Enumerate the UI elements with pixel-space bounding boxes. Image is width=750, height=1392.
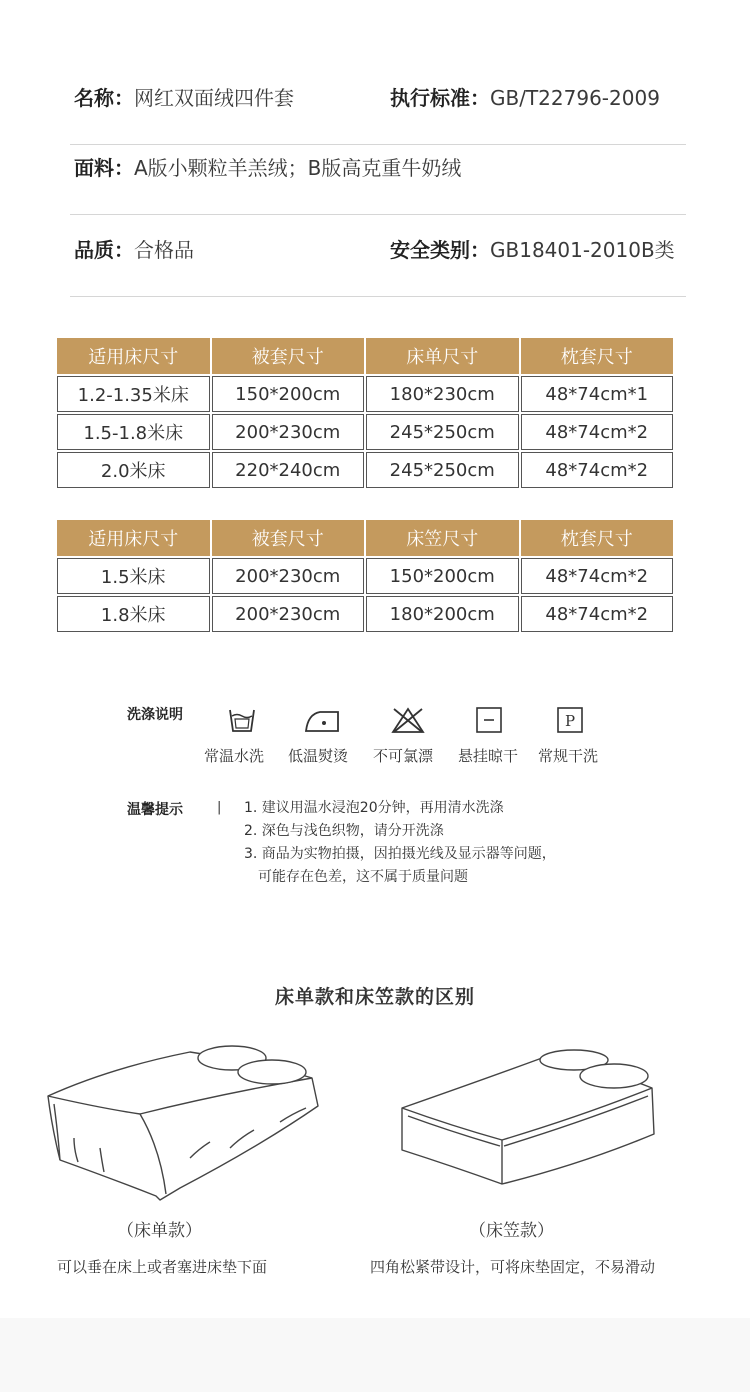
table-cell: 48*74cm*2 bbox=[521, 452, 674, 488]
table-cell: 200*230cm bbox=[212, 596, 365, 632]
product-name bbox=[74, 82, 294, 111]
table-cell: 48*74cm*2 bbox=[521, 558, 674, 594]
product-fabric bbox=[74, 152, 461, 181]
info-row-3 bbox=[70, 214, 686, 297]
fabric-label: 面料： bbox=[74, 156, 134, 180]
table-cell: 2.0米床 bbox=[57, 452, 210, 488]
table-header: 被套尺寸 bbox=[212, 338, 365, 374]
tips-title: 温馨提示 bbox=[127, 802, 183, 818]
wash-title: 洗涤说明 bbox=[127, 707, 183, 723]
table-header: 枕套尺寸 bbox=[521, 520, 674, 556]
no-bleach-icon bbox=[391, 706, 425, 734]
table-header-row bbox=[57, 338, 673, 374]
table-header: 床笠尺寸 bbox=[366, 520, 519, 556]
tip-line: 可能存在色差，这不属于质量问题 bbox=[258, 869, 468, 885]
safety-label: 安全类别： bbox=[390, 238, 490, 262]
dry-clean-letter: P bbox=[564, 712, 576, 730]
info-row-2 bbox=[70, 132, 686, 215]
table-header: 被套尺寸 bbox=[212, 520, 365, 556]
table-cell: 1.2-1.35米床 bbox=[57, 376, 210, 412]
wash-label: 低温熨烫 bbox=[288, 747, 349, 765]
table-row bbox=[57, 414, 673, 450]
size-table-fitted bbox=[55, 518, 675, 634]
table-cell: 180*200cm bbox=[366, 596, 519, 632]
table-header: 床单尺寸 bbox=[366, 338, 519, 374]
table-cell: 150*200cm bbox=[366, 558, 519, 594]
table-cell: 200*230cm bbox=[212, 414, 365, 450]
name-label: 名称： bbox=[74, 86, 134, 110]
standard-label: 执行标准： bbox=[390, 86, 490, 110]
product-quality bbox=[74, 234, 194, 263]
table-row bbox=[57, 596, 673, 632]
table-cell: 1.5米床 bbox=[57, 558, 210, 594]
table-cell: 245*250cm bbox=[366, 452, 519, 488]
wash-label: 常规干洗 bbox=[538, 747, 599, 765]
table-header-row bbox=[57, 520, 673, 556]
table-cell: 150*200cm bbox=[212, 376, 365, 412]
line-dry-icon bbox=[475, 706, 503, 734]
table-cell: 245*250cm bbox=[366, 414, 519, 450]
wash-label: 悬挂晾干 bbox=[458, 747, 519, 765]
tips-divider: | bbox=[217, 800, 222, 815]
sheet-description: 可以垂在床上或者塞进床垫下面 bbox=[57, 1258, 268, 1276]
table-header: 枕套尺寸 bbox=[521, 338, 674, 374]
quality-value: 合格品 bbox=[134, 238, 194, 262]
tip-line: 3. 商品为实物拍摄，因拍摄光线及显示器等问题， bbox=[244, 846, 556, 862]
size-table-sheet bbox=[55, 336, 675, 490]
table-header: 适用床尺寸 bbox=[57, 338, 210, 374]
iron-low-icon bbox=[302, 706, 342, 734]
tip-line: 2. 深色与浅色织物，请分开洗涤 bbox=[244, 823, 444, 839]
table-cell: 180*230cm bbox=[366, 376, 519, 412]
product-safety bbox=[390, 234, 675, 263]
table-cell: 200*230cm bbox=[212, 558, 365, 594]
table-cell: 220*240cm bbox=[212, 452, 365, 488]
table-row bbox=[57, 558, 673, 594]
wash-label: 常温水洗 bbox=[204, 747, 265, 765]
dry-clean-icon bbox=[556, 706, 584, 734]
table-row bbox=[57, 452, 673, 488]
sheet-caption: （床单款） bbox=[117, 1221, 202, 1241]
compare-title: 床单款和床笠款的区别 bbox=[274, 986, 475, 1008]
tip-line: 1. 建议用温水浸泡20分钟，再用清水洗涤 bbox=[244, 800, 504, 816]
table-cell: 48*74cm*2 bbox=[521, 414, 674, 450]
table-cell: 48*74cm*1 bbox=[521, 376, 674, 412]
flat-sheet-bed-illustration bbox=[40, 1038, 330, 1206]
wash-tub-icon bbox=[228, 706, 256, 734]
table-row bbox=[57, 376, 673, 412]
wash-label: 不可氯漂 bbox=[373, 747, 434, 765]
fitted-description: 四角松紧带设计，可将床垫固定，不易滑动 bbox=[370, 1258, 656, 1276]
fitted-sheet-bed-illustration bbox=[392, 1044, 662, 1192]
product-standard bbox=[390, 82, 660, 111]
name-value: 网红双面绒四件套 bbox=[134, 86, 294, 110]
fabric-value: A版小颗粒羊羔绒；B版高克重牛奶绒 bbox=[134, 156, 462, 180]
table-header: 适用床尺寸 bbox=[57, 520, 210, 556]
fitted-caption: （床笠款） bbox=[469, 1221, 554, 1241]
quality-label: 品质： bbox=[74, 238, 134, 262]
table-cell: 48*74cm*2 bbox=[521, 596, 674, 632]
standard-value: GB/T22796-2009 bbox=[490, 86, 660, 110]
table-cell: 1.5-1.8米床 bbox=[57, 414, 210, 450]
table-cell: 1.8米床 bbox=[57, 596, 210, 632]
footer-band bbox=[0, 1318, 750, 1392]
safety-value: GB18401-2010B类 bbox=[490, 238, 675, 262]
